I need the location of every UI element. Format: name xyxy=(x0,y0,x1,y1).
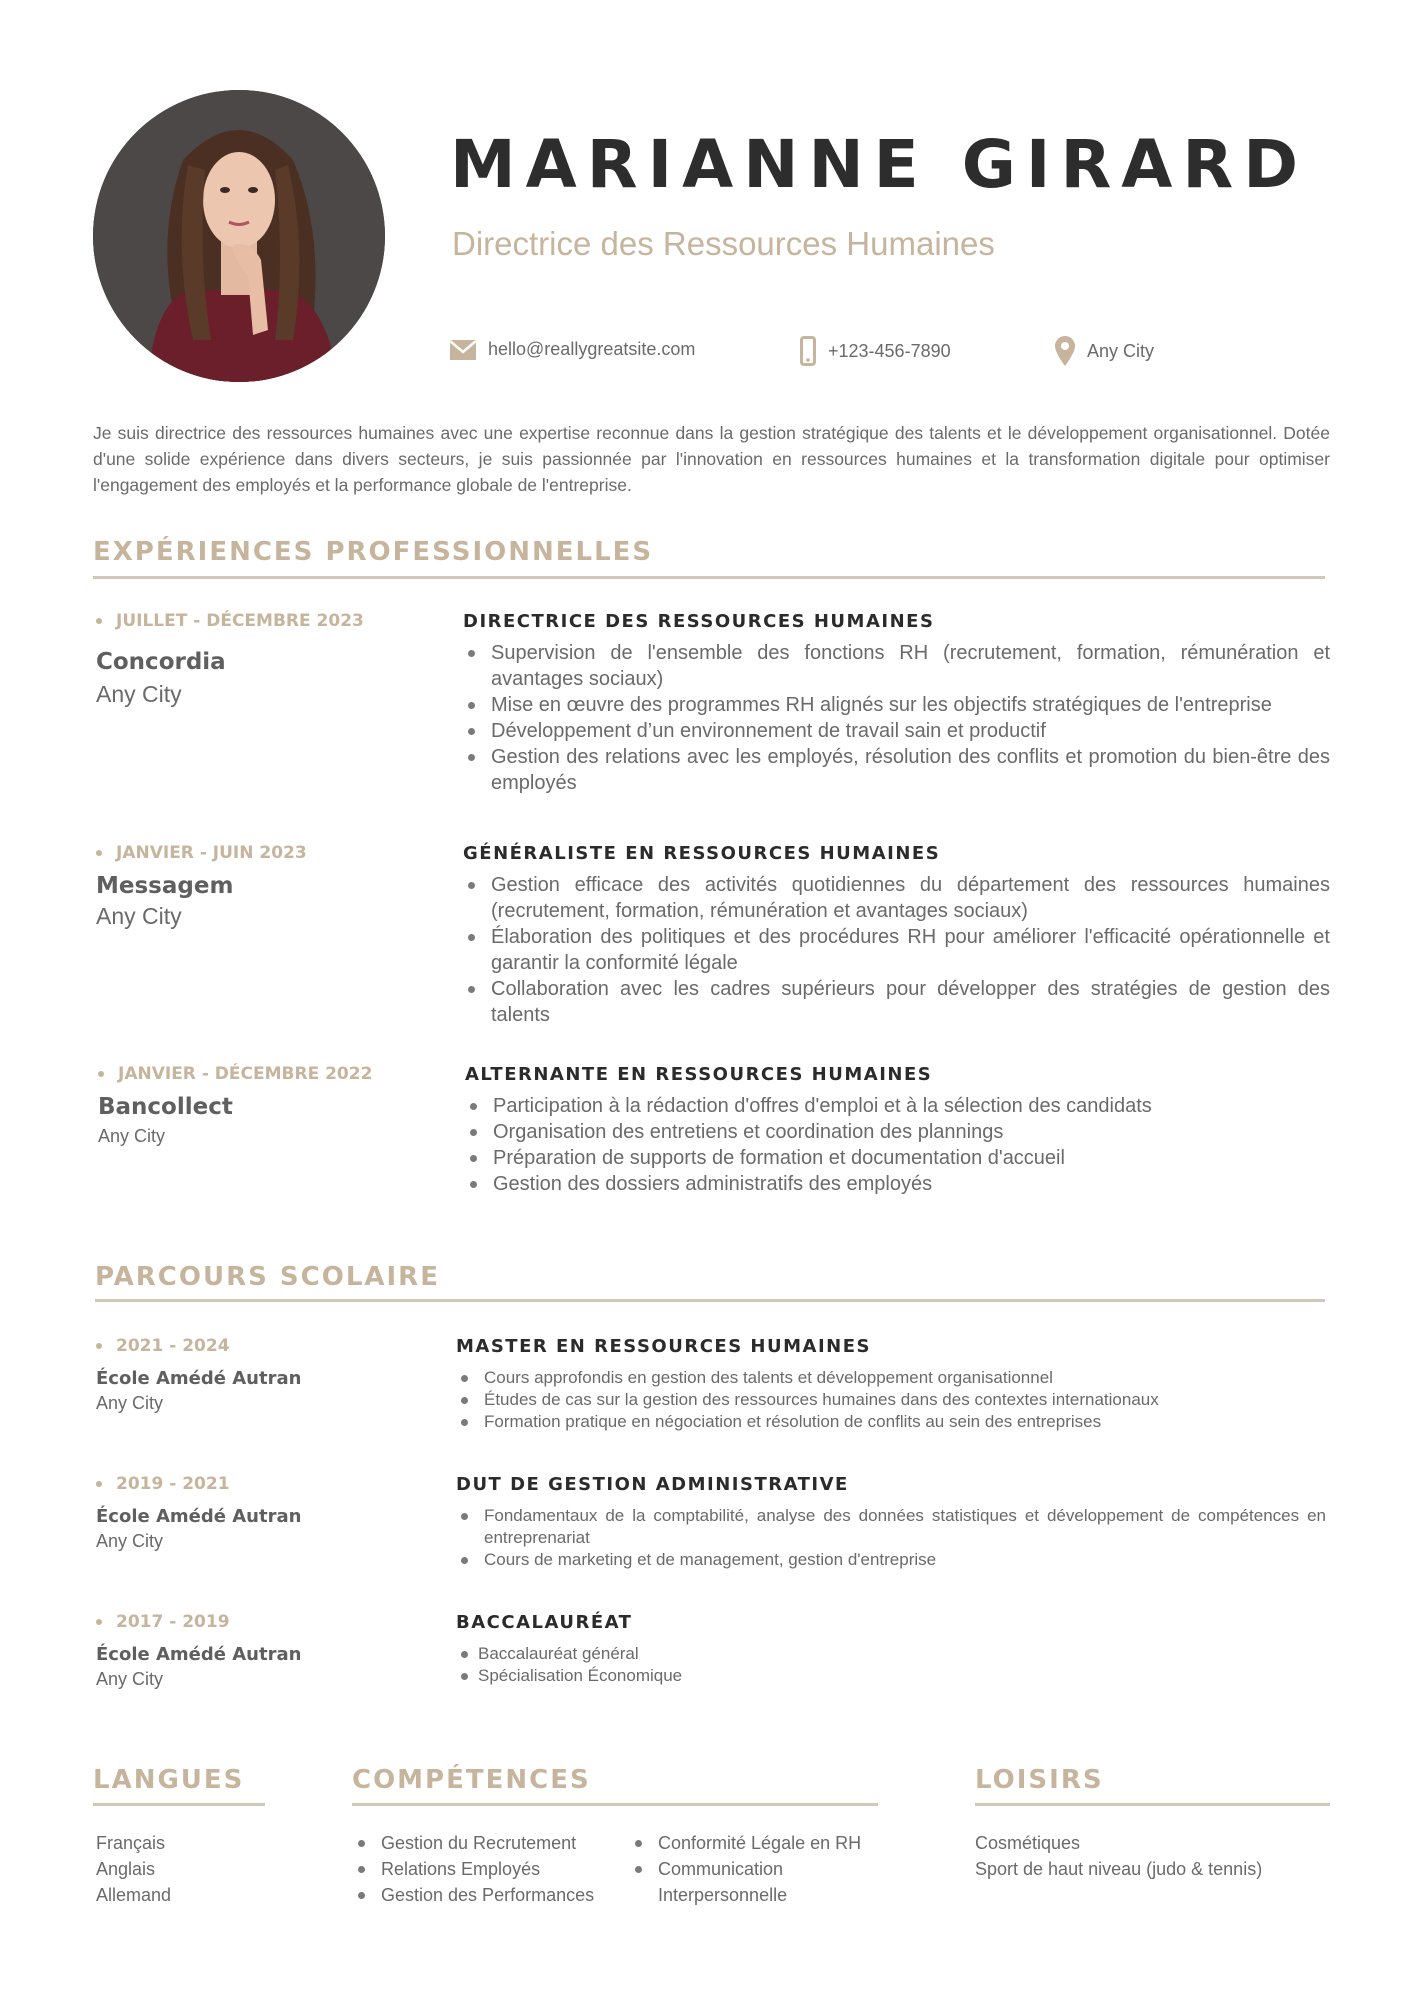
date-text: 2019 - 2021 xyxy=(116,1474,230,1494)
profile-summary: Je suis directrice des ressources humaines avec une expertise reconnue dans la gestion stratégique des talents et le développement organisationnel. Dotée d'une solide expérience dans divers secteurs, je suis passionnée par l'innovation en ressources humaines et la transformation digitale pour optimiser l'engagement des employés et la performance globale de l'entreprise. xyxy=(93,423,1330,495)
company-name: Concordia xyxy=(96,649,226,675)
languages-heading: LANGUES xyxy=(93,1765,245,1795)
bullet-dot-icon xyxy=(96,1619,102,1625)
contact-phone[interactable] xyxy=(800,336,951,366)
company-city: Any City xyxy=(98,1126,166,1146)
list-item: Cours approfondis en gestion des talents et développement organisationnel xyxy=(456,1367,1326,1389)
languages-list xyxy=(96,1830,171,1908)
education-heading: PARCOURS SCOLAIRE xyxy=(95,1262,440,1292)
language-item: Français xyxy=(96,1833,166,1853)
skill-item: Conformité Légale en RH xyxy=(630,1830,861,1856)
skill-item: Communication xyxy=(630,1856,861,1882)
course-list xyxy=(456,1643,1326,1687)
bullet-dot-icon xyxy=(96,1343,102,1349)
languages-divider xyxy=(93,1803,265,1806)
list-item: Organisation des entretiens et coordination des plannings xyxy=(465,1119,1205,1145)
email-text: hello@reallygreatsite.com xyxy=(488,339,696,359)
education-entry-3 xyxy=(96,1612,301,1690)
skills-list-col1 xyxy=(353,1830,594,1908)
education-entry-2 xyxy=(96,1474,301,1552)
responsibilities-list xyxy=(465,1093,1205,1197)
list-item: Cours de marketing et de management, gestion d'entreprise xyxy=(456,1549,1326,1571)
location-pin-icon xyxy=(1055,336,1075,366)
list-item: Supervision de l'ensemble des fonctions RH (recrutement, formation, rémunération et avantages sociaux) xyxy=(463,640,1330,692)
experience-divider xyxy=(93,576,1325,579)
education-divider xyxy=(95,1299,1325,1302)
role-title: ALTERNANTE EN RESSOURCES HUMAINES xyxy=(465,1064,933,1085)
responsibilities-list xyxy=(463,640,1330,796)
education-details-2 xyxy=(456,1474,1326,1571)
experience-entry-1 xyxy=(96,611,364,708)
skills-heading: COMPÉTENCES xyxy=(352,1765,591,1795)
degree-title: BACCALAURÉAT xyxy=(456,1612,633,1633)
list-item: Gestion des dossiers administratifs des employés xyxy=(465,1171,1205,1197)
school-name: École Amédé Autran xyxy=(96,1644,302,1665)
list-item: Gestion efficace des activités quotidiennes du département des ressources humaines (recrutement, formation, rémunération et avantages sociaux) xyxy=(463,872,1330,924)
contact-email[interactable] xyxy=(450,339,695,360)
school-city: Any City xyxy=(96,1669,164,1689)
date-text: JANVIER - DÉCEMBRE 2022 xyxy=(118,1064,373,1084)
list-item: Spécialisation Économique xyxy=(456,1665,1326,1687)
profile-photo xyxy=(93,90,385,382)
hobbies-divider xyxy=(975,1803,1330,1806)
list-item: Formation pratique en négociation et résolution de conflits au sein des entreprises xyxy=(456,1411,1326,1433)
school-city: Any City xyxy=(96,1393,164,1413)
list-item: Participation à la rédaction d'offres d'emploi et à la sélection des candidats xyxy=(465,1093,1205,1119)
skill-item: Relations Employés xyxy=(353,1856,594,1882)
date-text: 2017 - 2019 xyxy=(116,1612,230,1632)
hobby-item: Sport de haut niveau (judo & tennis) xyxy=(975,1859,1263,1879)
school-name: École Amédé Autran xyxy=(96,1506,302,1527)
skills-list-col2 xyxy=(630,1830,861,1908)
company-name: Messagem xyxy=(96,873,234,899)
portrait-image xyxy=(93,90,385,382)
bullet-dot-icon xyxy=(96,1481,102,1487)
school-name: École Amédé Autran xyxy=(96,1368,302,1389)
company-city: Any City xyxy=(96,681,182,707)
experience-date xyxy=(96,843,307,863)
phone-icon xyxy=(800,336,816,366)
list-item: Collaboration avec les cadres supérieurs pour développer des stratégies de gestion des talents xyxy=(463,976,1330,1028)
bullet-dot-icon xyxy=(98,1071,104,1077)
experience-details-1 xyxy=(463,611,1330,796)
date-text: JUILLET - DÉCEMBRE 2023 xyxy=(116,611,364,631)
list-item: Baccalauréat général xyxy=(456,1643,1326,1665)
bullet-dot-icon xyxy=(96,850,102,856)
list-item: Fondamentaux de la comptabilité, analyse des données statistiques et développement de compétences en entreprenariat xyxy=(456,1505,1326,1549)
job-title: Directrice des Ressources Humaines xyxy=(452,225,995,262)
education-date xyxy=(96,1474,301,1494)
skills-divider xyxy=(352,1803,878,1806)
phone-text: +123-456-7890 xyxy=(828,340,951,361)
location-text: Any City xyxy=(1087,340,1155,361)
experience-heading: EXPÉRIENCES PROFESSIONNELLES xyxy=(93,537,654,567)
date-text: JANVIER - JUIN 2023 xyxy=(116,843,307,863)
skill-item: Gestion du Recrutement xyxy=(353,1830,594,1856)
skill-item: Gestion des Performances xyxy=(353,1882,594,1908)
degree-title: MASTER EN RESSOURCES HUMAINES xyxy=(456,1336,871,1357)
company-city: Any City xyxy=(96,903,182,929)
role-title: DIRECTRICE DES RESSOURCES HUMAINES xyxy=(463,611,935,632)
experience-details-2 xyxy=(463,843,1330,1028)
experience-date xyxy=(98,1064,372,1084)
email-icon xyxy=(450,340,476,360)
role-title: GÉNÉRALISTE EN RESSOURCES HUMAINES xyxy=(463,843,941,864)
education-details-3 xyxy=(456,1612,1326,1687)
skill-item-continuation: Interpersonnelle xyxy=(658,1885,788,1905)
hobby-item: Cosmétiques xyxy=(975,1833,1081,1853)
list-item: Mise en œuvre des programmes RH alignés sur les objectifs stratégiques de l'entreprise xyxy=(463,692,1330,718)
hobbies-heading: LOISIRS xyxy=(975,1765,1104,1795)
education-date xyxy=(96,1612,301,1632)
education-details-1 xyxy=(456,1336,1326,1433)
degree-title: DUT DE GESTION ADMINISTRATIVE xyxy=(456,1474,849,1495)
list-item: Élaboration des politiques et des procédures RH pour améliorer l'efficacité opérationnelle et garantir la conformité légale xyxy=(463,924,1330,976)
language-item: Anglais xyxy=(96,1859,156,1879)
experience-date xyxy=(96,611,364,631)
list-item: Préparation de supports de formation et documentation d'accueil xyxy=(465,1145,1205,1171)
education-entry-1 xyxy=(96,1336,301,1414)
experience-entry-2 xyxy=(96,843,307,930)
course-list xyxy=(456,1367,1326,1433)
date-text: 2021 - 2024 xyxy=(116,1336,230,1356)
company-name: Bancollect xyxy=(98,1094,233,1120)
experience-entry-3 xyxy=(98,1064,372,1147)
school-city: Any City xyxy=(96,1531,164,1551)
course-list xyxy=(456,1505,1326,1571)
list-item: Développement d’un environnement de travail sain et productif xyxy=(463,718,1330,744)
responsibilities-list xyxy=(463,872,1330,1028)
bullet-dot-icon xyxy=(96,618,102,624)
experience-details-3 xyxy=(465,1064,1205,1197)
candidate-name: MARIANNE GIRARD xyxy=(450,126,1308,203)
education-date xyxy=(96,1336,301,1356)
language-item: Allemand xyxy=(96,1885,172,1905)
hobbies-list xyxy=(975,1830,1262,1882)
list-item: Gestion des relations avec les employés, résolution des conflits et promotion du bien-être des employés xyxy=(463,744,1330,796)
list-item: Études de cas sur la gestion des ressources humaines dans des contextes internationaux xyxy=(456,1389,1326,1411)
contact-location xyxy=(1055,336,1154,366)
